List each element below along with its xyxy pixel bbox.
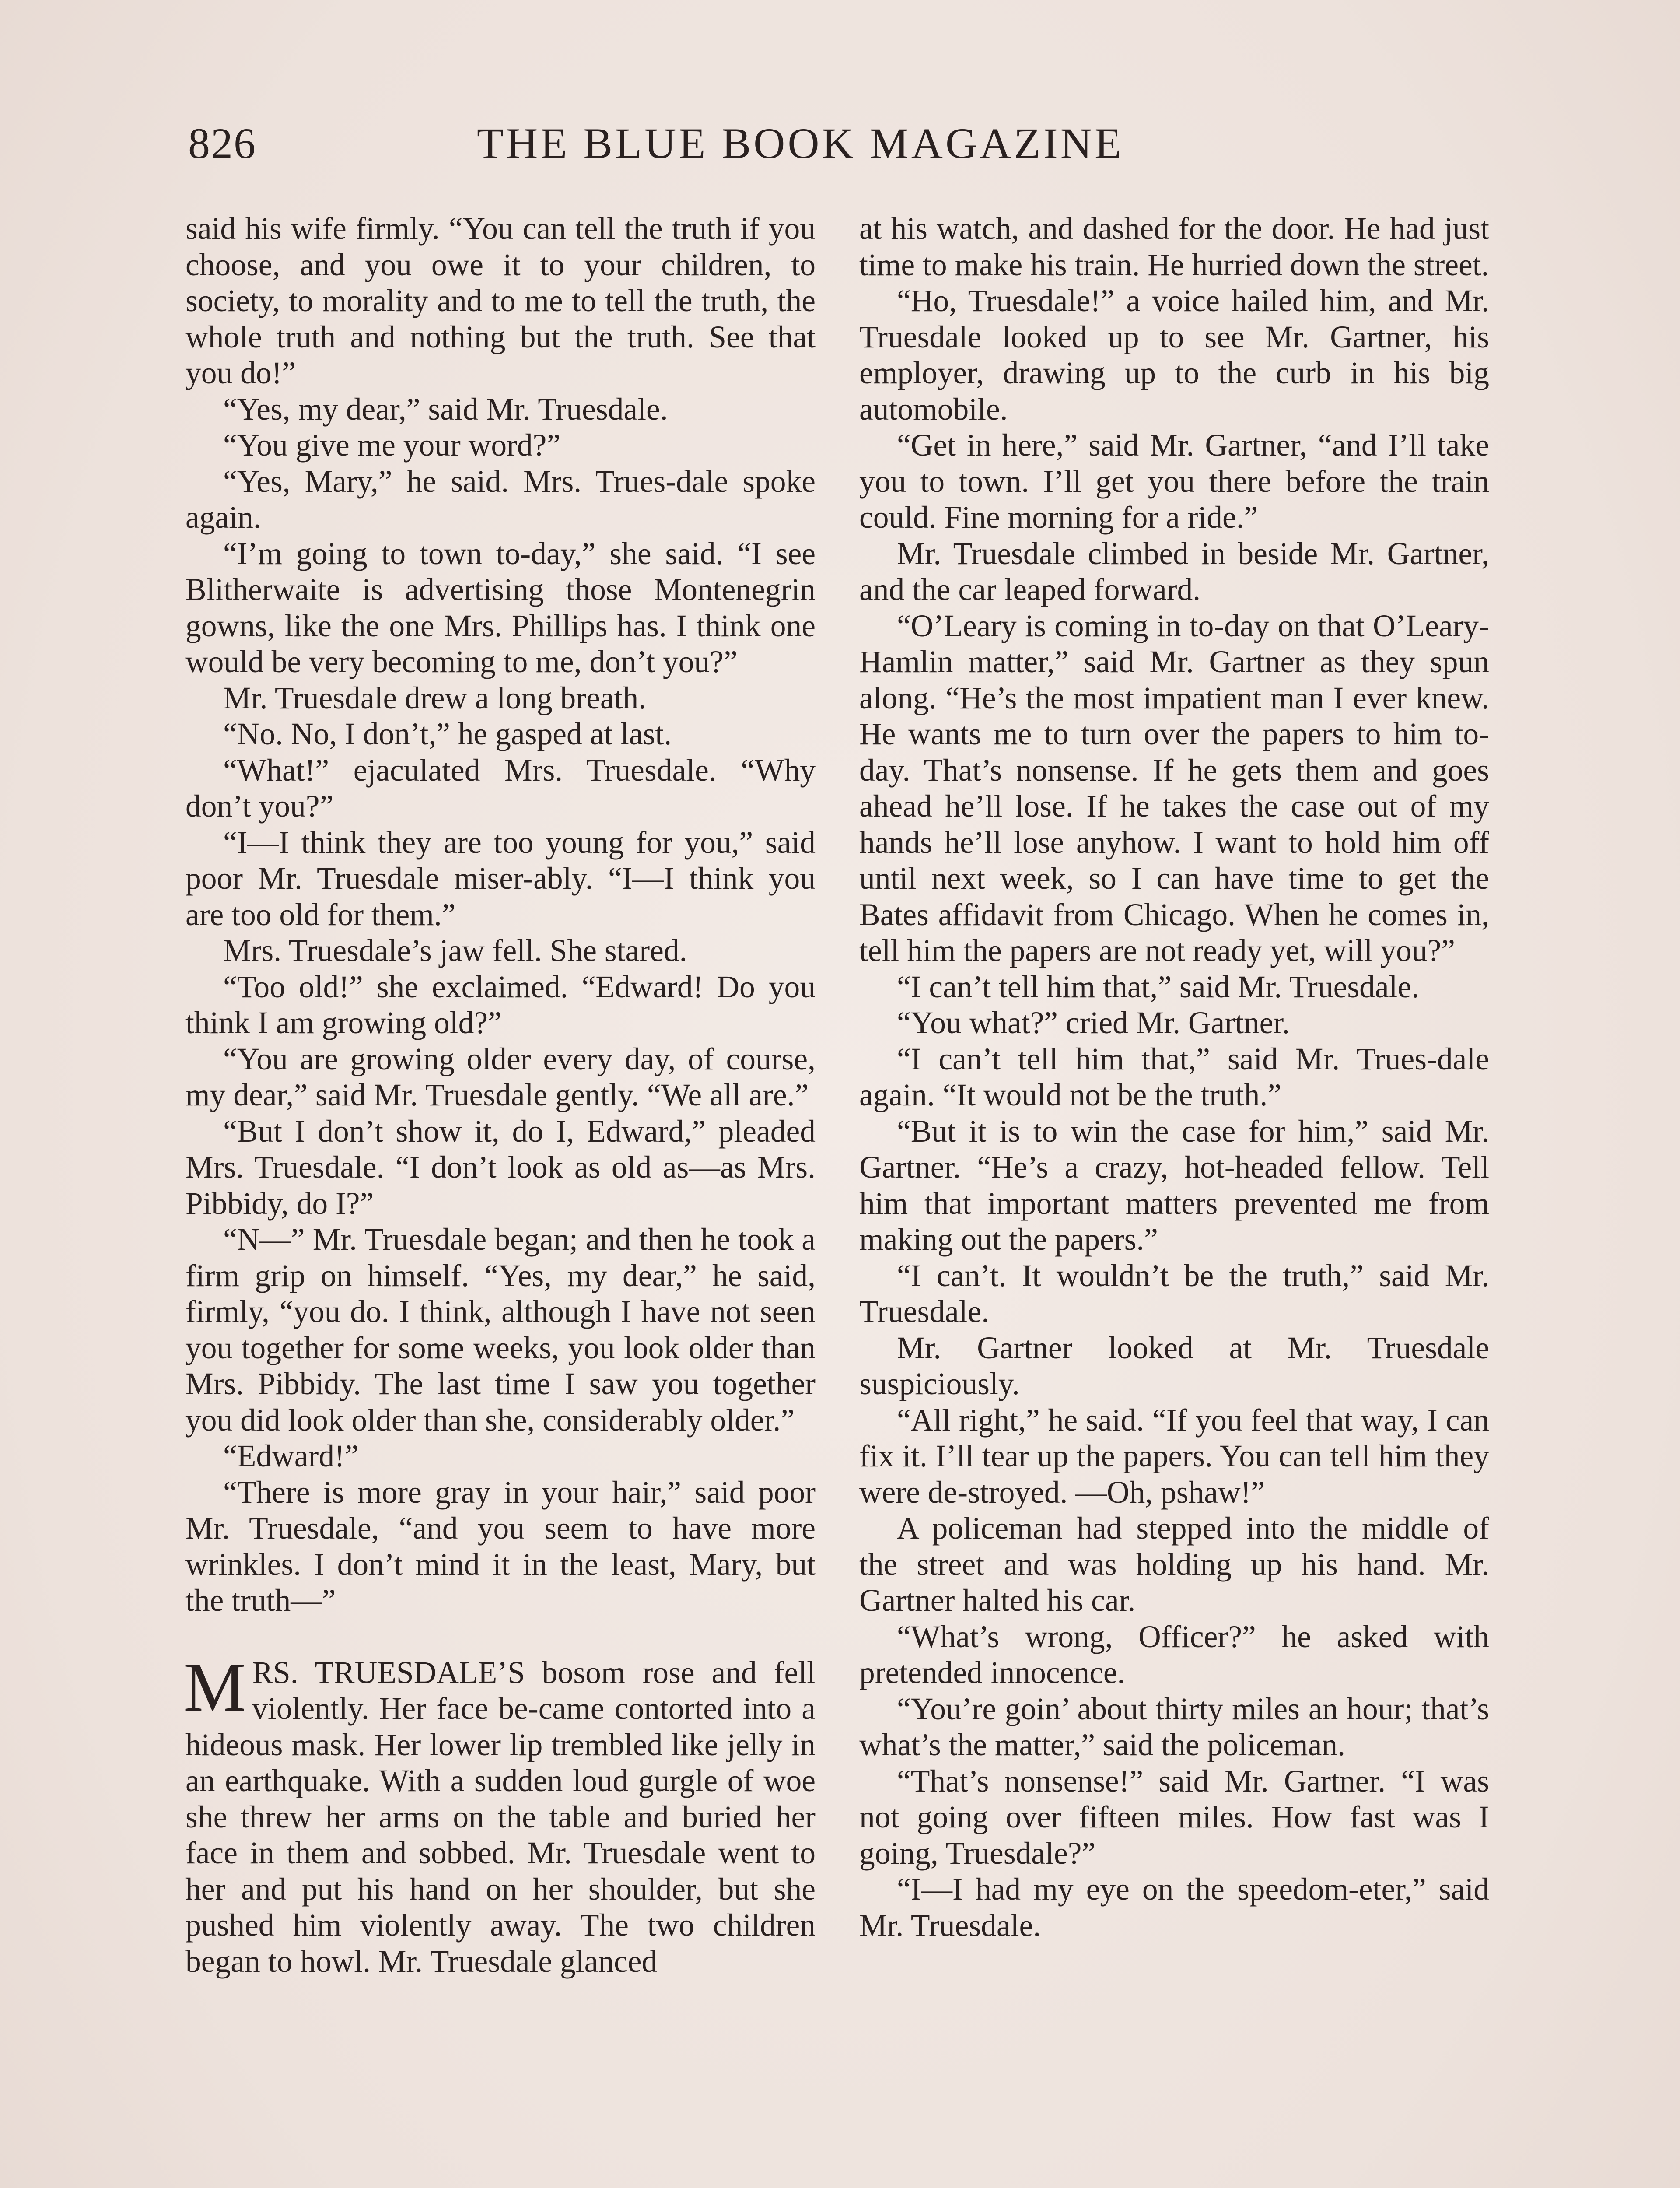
paragraph: “That’s nonsense!” said Mr. Gartner. “I was not going over fifteen miles. How fast was I going, Truesdale?” <box>859 1764 1489 1871</box>
paragraph: “O’Leary is coming in to-day on that O’Leary-Hamlin matter,” said Mr. Gartner as they spun along. “He’s the most impatient man I ever knew. He wants me to turn over the papers to him to-day. That’s nonsense. If he gets them and goes ahead he’ll lose. If he takes the case out of my hands he’ll lose anyhow. I want to hold him off until next week, so I can have time to get the Bates affidavit from Chicago. When he comes in, tell him the papers are not ready yet, will you?” <box>859 608 1489 968</box>
paragraph: “What!” ejaculated Mrs. Truesdale. “Why don’t you?” <box>186 753 816 824</box>
page-header <box>188 118 1208 175</box>
paragraph: Mrs. Truesdale’s jaw fell. She stared. <box>223 933 687 968</box>
paragraph: at his watch, and dashed for the door. He had just time to make his train. He hurried down the street. <box>859 211 1489 282</box>
paragraph: Mr. Truesdale drew a long breath. <box>223 680 647 715</box>
running-title: THE BLUE BOOK MAGAZINE <box>477 119 1124 168</box>
section-paragraph <box>184 1648 816 1980</box>
paragraph: “N—” Mr. Truesdale began; and then he took a firm grip on himself. “Yes, my dear,” he said, firmly, “you do. I think, although I have not seen you together for some weeks, you look older than Mrs. Pibbidy. The last time I saw you together you did look older than she, considerably older.” <box>186 1222 816 1438</box>
paragraph: “Get in here,” said Mr. Gartner, “and I’ll take you to town. I’ll get you there before the train could. Fine morning for a ride.” <box>859 428 1489 535</box>
paragraph: “But I don’t show it, do I, Edward,” pleaded Mrs. Truesdale. “I don’t look as old as—as Mrs. Pibbidy, do I?” <box>186 1114 816 1221</box>
paragraph: Mr. Gartner looked at Mr. Truesdale suspiciously. <box>859 1330 1489 1401</box>
paragraph: “I can’t tell him that,” said Mr. Trues-dale again. “It would not be the truth.” <box>859 1041 1489 1112</box>
paragraph: “I can’t tell him that,” said Mr. Truesdale. <box>897 969 1420 1004</box>
paragraph: “You what?” cried Mr. Gartner. <box>897 1006 1290 1040</box>
drop-cap: M <box>184 1648 246 1726</box>
paragraph: “Yes, my dear,” said Mr. Truesdale. <box>223 392 668 427</box>
right-column <box>859 211 1489 1944</box>
paragraph: “Too old!” she exclaimed. “Edward! Do you think I am growing old?” <box>186 969 816 1040</box>
paragraph: “There is more gray in your hair,” said poor Mr. Truesdale, “and you seem to have more wrinkles. I don’t mind it in the least, Mary, but the truth—” <box>186 1475 816 1618</box>
paragraph: said his wife firmly. “You can tell the truth if you choose, and you owe it to your children, to society, to morality and to me to tell the truth, the whole truth and nothing but the truth. See that you do!” <box>186 211 816 390</box>
page-number: 826 <box>188 119 256 168</box>
paragraph: “I—I think they are too young for you,” said poor Mr. Truesdale miser-ably. “I—I think you are too old for them.” <box>186 825 816 932</box>
paragraph: “I can’t. It wouldn’t be the truth,” said Mr. Truesdale. <box>859 1258 1489 1329</box>
paragraph: “Ho, Truesdale!” a voice hailed him, and Mr. Truesdale looked up to see Mr. Gartner, his employer, drawing up to the curb in his big automobile. <box>859 284 1489 427</box>
paragraph: “You are growing older every day, of course, my dear,” said Mr. Truesdale gently. “We all are.” <box>186 1041 816 1112</box>
section-text: RS. TRUESDALE’S bosom rose and fell violently. Her face be-came contorted into a hideous mask. Her lower lip trembled like jelly in an earthquake. With a sudden loud gurgle of woe she threw her arms on the table and buried her face in them and sobbed. Mr. Truesdale went to her and put his hand on her shoulder, but she pushed him violently away. The two children began to howl. Mr. Truesdale glanced <box>186 1655 816 1979</box>
paragraph: “You give me your word?” <box>223 428 561 463</box>
paragraph: “All right,” he said. “If you feel that way, I can fix it. I’ll tear up the papers. You can tell him they were de-stroyed. —Oh, pshaw!” <box>859 1403 1489 1510</box>
paragraph: “I’m going to town to-day,” she said. “I see Blitherwaite is advertising those Montenegrin gowns, like the one Mrs. Phillips has. I think one would be very becoming to me, don’t you?” <box>186 536 816 679</box>
paragraph: “What’s wrong, Officer?” he asked with pretended innocence. <box>859 1619 1489 1690</box>
paragraph: Mr. Truesdale climbed in beside Mr. Gartner, and the car leaped forward. <box>859 536 1489 607</box>
paragraph: A policeman had stepped into the middle of the street and was holding up his hand. Mr. Gartner halted his car. <box>859 1511 1489 1618</box>
left-column <box>186 211 816 1980</box>
paragraph: “Yes, Mary,” he said. Mrs. Trues-dale spoke again. <box>186 464 816 535</box>
paragraph: “Edward!” <box>223 1439 359 1473</box>
paragraph: “No. No, I don’t,” he gasped at last. <box>223 717 672 751</box>
paragraph: “I—I had my eye on the speedom-eter,” said Mr. Truesdale. <box>859 1872 1489 1943</box>
paragraph: “You’re goin’ about thirty miles an hour; that’s what’s the matter,” said the policeman. <box>859 1691 1489 1762</box>
paragraph: “But it is to win the case for him,” said Mr. Gartner. “He’s a crazy, hot-headed fellow. Tell him that important matters prevented me from making out the papers.” <box>859 1114 1489 1257</box>
